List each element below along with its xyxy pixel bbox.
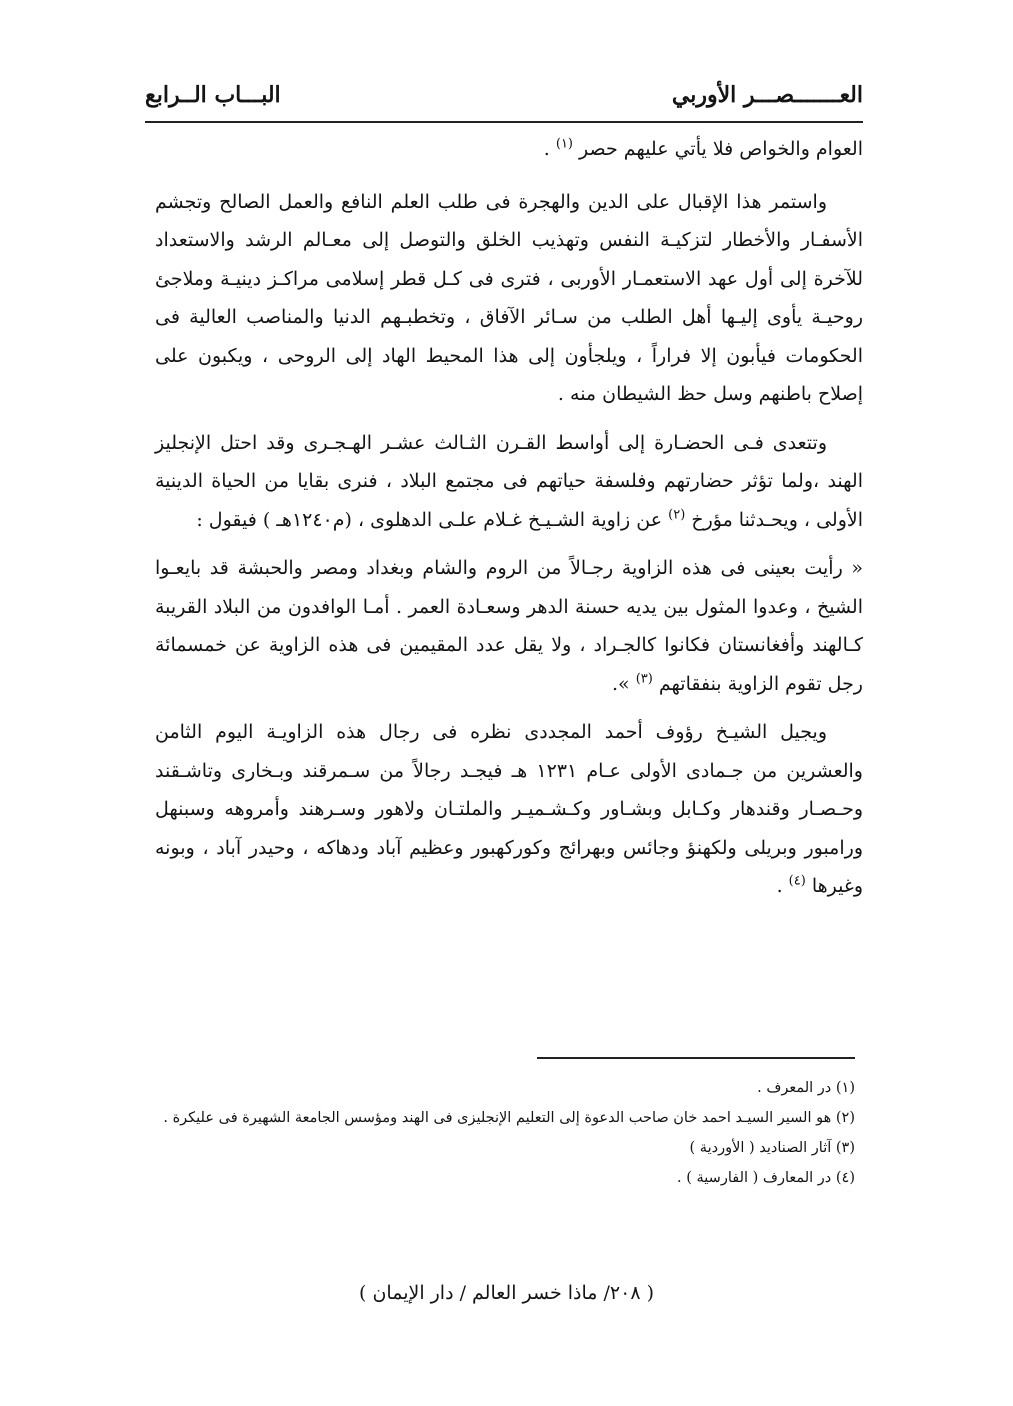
footnote-4: (٤) در المعارف ( الفارسية ) . [677,1170,855,1186]
paragraph-4-quote [155,549,863,703]
paragraph-2-text: واستمر هذا الإقبال على الدين والهجرة فى طلب العلم النافع والعمل الصالح وتجشم الأسفـار والأخطار لتزكيـة النفس وتهذيب الخلق والتوصل إلى معـالم الرشد والاستعداد للآخرة إلى أول عهد الاستعمـار الأوربى ، فترى فى كـل قطر إسلامى مراكـز دينيـة وملاجئ روحيـة يأوى إليـها أهل الطلب من سـائر الآفاق ، وتخطبـهم الدنيا والمناصب العالية فى الحكومات فيأبون إلا فراراً ، ويلجأون إلى هذا المحيط الهاد إلى الروحى ، ويكبون على إصلاح باطنهم وسل حظ الشيطان منه . [155,190,863,405]
paragraph-4-text: « رأيت بعينى فى هذه الزاوية رجـالاً من الروم والشام وبغداد ومصر والحبشة قد بايعـوا الشيخ ، وعدوا المثول بين يديه حسنة الدهر وسعـادة العمر . أمـا الوافدون من البلاد القريبة كـالهند وأفغانستان فكانوا كالجـراد ، ولا يقل عدد المقيمين فى هذه الزاوية عن خمسمائة رجل تقوم الزاوية بنفقاتهم [155,557,863,695]
paragraph-1-tail: . [543,138,556,160]
header-chapter-title: البـــاب الــرابع [145,82,281,108]
footnote-ref-3: (٣) [635,671,653,687]
paragraph-2 [155,183,863,414]
footnote-2: (٢) هو السير السيـد احمد خان صاحب الدعوة إلى التعليم الإنجليزى فى الهند ومؤسس الجامعة الشهيرة فى عليكرة . [163,1110,855,1126]
paragraph-5-tail: . [776,875,789,897]
paragraph-3 [155,424,863,540]
page-footer: ( ٢٠٨/ ماذا خسر العالم / دار الإيمان ) [359,1282,654,1304]
header-divider [145,121,863,123]
paragraph-3-text-before: وتتعدى فـى الحضـارة إلى أواسط القـرن الثـالث عشـر الهـجـرى وقد احتل الإنجليز الهند ،ولما تؤثر حضارتهم وفلسفة حياتهم فى مجتمع البلاد ، فنرى بقايا من الحياة الدينية الأولى ، ويحـدثنا مؤرخ [155,431,863,531]
paragraph-1-text: العوام والخواص فلا يأتي عليهم حصر [579,138,863,160]
main-text [155,130,863,916]
footnote-ref-2: (٢) [668,507,686,523]
footnote-1: (١) در المعرف . [757,1080,855,1096]
header-book-title: العـــــــصـــر الأوربي [671,82,863,108]
footnotes [158,1073,855,1193]
paragraph-4-tail: ». [611,672,636,695]
footnote-ref-4: (٤) [788,873,806,889]
paragraph-5-text: ويجيل الشيـخ رؤوف أحمد المجددى نظره فى رجال هذه الزاويـة اليوم الثامن والعشرين من جـمادى الأولى عـام ١٢٣١ هـ فيجـد رجالاً من سـمرقند وبـخارى وتاشـقند وحـصـار وقندهار وكـابل وبشـاور وكـشـميـر والملتـان ولاهور وسـرهند وأمروهه وسبنهل ورامبور وبريلى ولكهنؤ وجائس وبهرائج وكوركهبور وعظيم آباد ودهاكه ، وحيدر آباد ، وبونه وغيرها [155,721,863,897]
paragraph-5 [155,713,863,906]
running-header [145,82,863,122]
footnote-3: (٣) آثار الصناديد ( الأوردية ) [689,1140,855,1156]
footnote-divider [537,1057,855,1059]
paragraph-3-text-after: عن زاوية الشـيـخ غـلام علـى الدهلوى ، (م١٢٤٠هـ ) فيقول : [196,508,669,531]
footnote-ref-1: (١) [555,136,573,152]
paragraph-1 [155,130,863,169]
